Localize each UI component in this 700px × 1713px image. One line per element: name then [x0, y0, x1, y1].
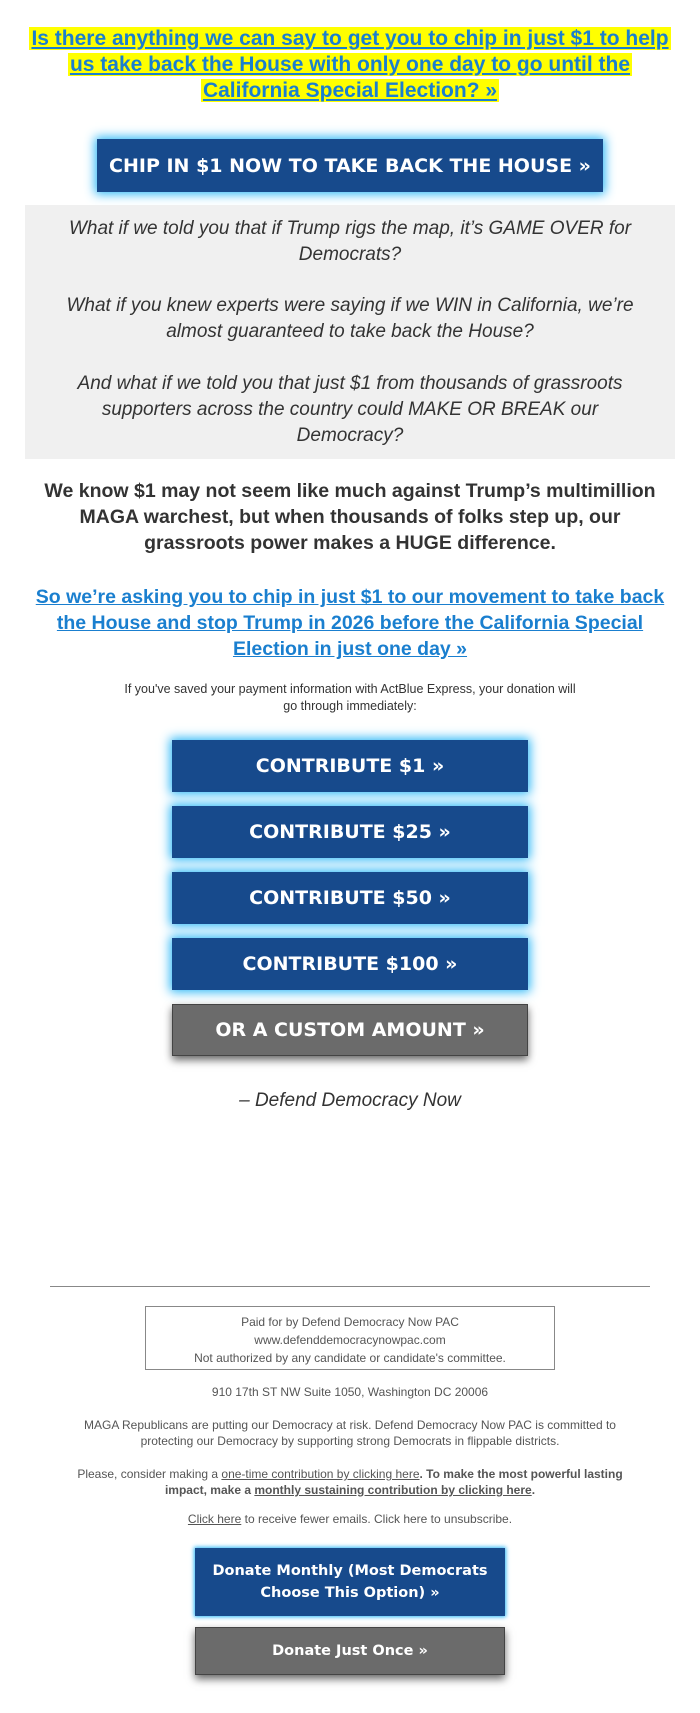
paid-for-box [145, 1306, 555, 1370]
contribute-1-button[interactable]: CONTRIBUTE $1 » [172, 740, 528, 792]
paid-for-text: Paid for by Defend Democracy Now PAC [241, 1315, 459, 1329]
website-text: www.defenddemocracynowpac.com [254, 1333, 446, 1347]
footer-divider [50, 1286, 650, 1287]
consider-contribution-text [55, 1466, 645, 1498]
fewer-emails-rest: to receive fewer emails. Click here to unsubscribe. [241, 1512, 513, 1526]
questions-box [25, 205, 675, 459]
consider-prefix: Please, consider making a [77, 1467, 222, 1481]
warchest-paragraph: We know $1 may not seem like much against Trump’s multimillion MAGA warchest, but when thousands of folks step up, our grassroots power makes a HUGE difference. [44, 480, 656, 554]
signoff: – Defend Democracy Now [239, 1090, 461, 1111]
question-make-or-break: And what if we told you that just $1 from thousands of grassroots supporters across the country could MAKE OR BREAK our Democracy? [77, 373, 623, 446]
question-game-over: What if we told you that if Trump rigs the map, it’s GAME OVER for Democrats? [68, 218, 632, 265]
fewer-emails-link[interactable]: Click here [187, 1512, 242, 1526]
headline-container [25, 26, 675, 104]
contribute-25-button[interactable]: CONTRIBUTE $25 » [172, 806, 528, 858]
mailing-address: 910 17th ST NW Suite 1050, Washington DC 20006 [211, 1385, 489, 1399]
one-time-contribution-link[interactable]: one-time contribution by clicking here [221, 1467, 420, 1481]
chip-in-ask-link[interactable]: So we’re asking you to chip in just $1 to our movement to take back the House and stop Trump in 2026 before the California Special Election in just one day » [35, 586, 665, 660]
donate-monthly-button[interactable]: Donate Monthly (Most Democrats Choose This Option) » [195, 1548, 505, 1616]
actblue-express-note: If you've saved your payment information with ActBlue Express, your donation will go through immediately: [124, 682, 576, 713]
contribute-50-button[interactable]: CONTRIBUTE $50 » [172, 872, 528, 924]
question-experts: What if you knew experts were saying if we WIN in California, we’re almost guaranteed to take back the House? [66, 295, 634, 342]
headline-link[interactable]: Is there anything we can say to get you to chip in just $1 to help us take back the House with only one day to go until the California Special Election? » [31, 27, 669, 102]
consider-mid: . To make the most powerful lasting impact, make a [164, 1467, 623, 1497]
monthly-contribution-link[interactable]: monthly sustaining contribution by clicking here [254, 1483, 532, 1497]
mission-statement: MAGA Republicans are putting our Democracy at risk. Defend Democracy Now PAC is committed to protecting our Democracy by supporting strong Democrats in flippable districts. [84, 1418, 616, 1448]
custom-amount-button[interactable]: OR A CUSTOM AMOUNT » [172, 1004, 528, 1056]
chip-in-hero-button[interactable]: CHIP IN $1 NOW TO TAKE BACK THE HOUSE » [97, 139, 603, 192]
fewer-emails-text [0, 1512, 700, 1526]
donate-once-button[interactable]: Donate Just Once » [195, 1627, 505, 1675]
contribute-100-button[interactable]: CONTRIBUTE $100 » [172, 938, 528, 990]
consider-end: . [531, 1483, 536, 1497]
not-authorized-text: Not authorized by any candidate or candidate's committee. [194, 1351, 506, 1365]
